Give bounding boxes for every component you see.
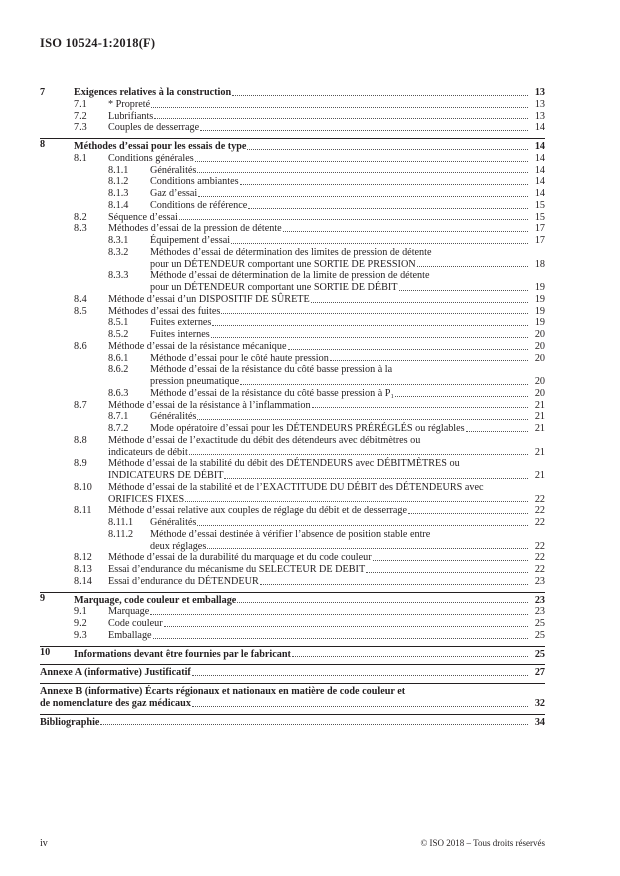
toc-entry-title: de nomenclature des gaz médicaux xyxy=(40,697,191,709)
dot-leader xyxy=(195,161,528,162)
toc-entry-title: Lubrifiants xyxy=(108,110,154,122)
toc-entry-number: 8.3.1 xyxy=(108,235,129,246)
toc-entry-title: Marquage, code couleur et emballage xyxy=(74,594,237,606)
toc-entry-title: Méthode d’essai relative aux couples de réglage du débit et de desserrage xyxy=(108,505,407,517)
page-number: iv xyxy=(40,838,48,849)
dot-leader xyxy=(240,384,528,385)
dot-leader xyxy=(207,548,528,549)
toc-entry-page: 25 xyxy=(534,618,545,629)
dot-leader xyxy=(366,572,528,573)
toc-entry-title: pour un DÉTENDEUR comportant une SORTIE DE DÉBIT xyxy=(150,282,398,293)
toc-entry-title: Essai d’endurance du DÉTENDEUR xyxy=(108,575,259,587)
toc-entry[interactable] xyxy=(40,364,545,376)
toc-entry[interactable] xyxy=(40,270,545,282)
toc-entry-title: Essai d’endurance du mécanisme du SELECTEUR DE DEBIT xyxy=(108,564,366,575)
dot-leader xyxy=(198,196,528,197)
toc-entry-title: pour un DÉTENDEUR comportant une SORTIE DE PRESSION xyxy=(150,258,416,270)
toc-entry-title: pression pneumatique xyxy=(150,376,240,387)
toc-entry-title: Annexe B (informative) Écarts régionaux et nationaux en matière de code couleur et xyxy=(40,686,406,697)
dot-leader xyxy=(311,302,528,303)
toc-entry-number: 7.1 xyxy=(74,98,87,110)
toc-entry-number: 9.1 xyxy=(74,606,87,618)
toc-entry-title: INDICATEURS DE DÉBIT xyxy=(108,470,224,481)
dot-leader xyxy=(100,724,528,725)
toc-entry[interactable] xyxy=(40,541,545,553)
dot-leader xyxy=(373,560,528,561)
toc-entry-page: 14 xyxy=(534,141,545,152)
toc-entry-title: Équipement d’essai xyxy=(150,235,231,246)
toc-entry-page: 19 xyxy=(534,317,545,329)
dot-leader xyxy=(197,419,528,420)
toc-entry-title: Méthode d’essai de la résistance mécanique xyxy=(108,340,287,352)
toc-entry-page: 22 xyxy=(534,505,545,517)
document-id: ISO 10524-1:2018(F) xyxy=(40,36,156,50)
dot-leader xyxy=(224,478,528,479)
toc-entry-number: 8.1.3 xyxy=(108,188,129,199)
toc-entry-title: Méthode d’essai d’un DISPOSITIF DE SÛRETE xyxy=(108,293,310,305)
toc-entry-number: 9.3 xyxy=(74,629,87,641)
toc-entry[interactable] xyxy=(40,400,545,412)
toc-entry[interactable] xyxy=(40,200,545,212)
toc-entry-title: Méthodes d’essai des fuites xyxy=(108,305,221,317)
toc-entry-title: Méthode d’essai de la stabilité du débit des DÉTENDEURS avec DÉBITMÈTRES ou xyxy=(108,458,460,470)
toc-entry-number: 8.2 xyxy=(74,211,87,223)
toc-entry[interactable] xyxy=(40,306,545,318)
toc-entry[interactable] xyxy=(40,111,545,123)
toc-entry-title: Gaz d’essai xyxy=(150,188,198,199)
toc-entry[interactable] xyxy=(40,470,545,482)
toc-entry-page: 13 xyxy=(534,98,545,110)
toc-entry[interactable] xyxy=(40,552,545,564)
toc-entry-title: Méthode d’essai de l’exactitude du débit des détendeurs avec débitmètres ou xyxy=(108,434,421,446)
toc-entry-page: 22 xyxy=(534,493,545,505)
toc-entry-number: 8.3.2 xyxy=(108,246,129,258)
toc-entry-title: * Propreté xyxy=(108,98,151,110)
toc-entry-page: 18 xyxy=(534,258,545,270)
toc-entry[interactable] xyxy=(40,99,545,111)
toc-entry-title: Généralités xyxy=(150,411,197,423)
toc-entry-page: 20 xyxy=(534,340,545,352)
toc-entry-number: 8 xyxy=(40,139,46,150)
toc-entry-number: 8.7 xyxy=(74,399,87,411)
dot-leader xyxy=(192,675,528,676)
toc-entry-page: 23 xyxy=(534,594,545,606)
toc-entry[interactable] xyxy=(40,329,545,341)
toc-entry[interactable] xyxy=(40,529,545,541)
toc-entry-title: Méthode d’essai pour le côté haute pression xyxy=(150,352,329,364)
toc-entry-title: Généralités xyxy=(150,517,197,528)
toc-entry-page: 17 xyxy=(534,223,545,235)
toc-entry[interactable] xyxy=(40,447,545,459)
toc-entry-number: 8.5 xyxy=(74,305,87,317)
dot-leader xyxy=(237,602,528,603)
toc-entry[interactable] xyxy=(40,259,545,271)
toc-entry-title: Méthode d’essai de la résistance du côté basse pression à la xyxy=(150,364,393,376)
toc-entry-number: 8.1 xyxy=(74,152,87,164)
toc-entry-page: 14 xyxy=(534,152,545,164)
dot-leader xyxy=(192,706,528,707)
toc-entry-title: Code couleur xyxy=(108,618,163,629)
dot-leader xyxy=(164,626,528,627)
toc-entry[interactable] xyxy=(40,714,545,729)
toc-entry-title: indicateurs de débit xyxy=(108,446,188,458)
dot-leader xyxy=(408,513,528,514)
toc-entry-title: ORIFICES FIXES xyxy=(108,493,185,505)
toc-entry[interactable] xyxy=(40,138,545,153)
toc-entry[interactable] xyxy=(40,564,545,576)
toc-entry[interactable] xyxy=(40,576,545,588)
toc-entry-page: 27 xyxy=(534,667,545,679)
toc-entry-number: 10 xyxy=(40,646,51,658)
toc-entry[interactable] xyxy=(40,235,545,247)
toc-entry-page: 13 xyxy=(534,87,545,98)
toc-entry[interactable] xyxy=(40,247,545,259)
toc-entry-number: 8.5.2 xyxy=(108,329,129,340)
toc-entry-title: Informations devant être fournies par le fabricant xyxy=(74,648,291,660)
dot-leader xyxy=(288,349,529,350)
toc-entry-page: 14 xyxy=(534,122,545,134)
toc-entry-title: Conditions générales xyxy=(108,152,194,164)
toc-entry-number: 8.11 xyxy=(74,505,92,517)
toc-entry-number: 8.1.4 xyxy=(108,199,129,211)
toc-entry-number: 7.2 xyxy=(74,110,87,122)
table-of-contents xyxy=(40,87,545,728)
toc-entry[interactable] xyxy=(40,482,545,494)
toc-entry-page: 14 xyxy=(534,188,545,199)
toc-entry[interactable] xyxy=(40,388,545,400)
toc-entry-page: 20 xyxy=(534,387,545,399)
toc-entry-number: 8.6.2 xyxy=(108,364,129,376)
toc-entry-number: 8.1.1 xyxy=(108,164,129,176)
dot-leader xyxy=(399,290,528,291)
dot-leader xyxy=(197,172,528,173)
toc-entry-number: 8.8 xyxy=(74,434,87,446)
dot-leader xyxy=(312,407,528,408)
toc-entry-page: 20 xyxy=(534,329,545,340)
dot-leader xyxy=(232,95,528,96)
toc-entry-page: 19 xyxy=(534,282,545,293)
toc-entry-number: 8.12 xyxy=(74,552,92,564)
toc-entry-page: 21 xyxy=(534,446,545,458)
toc-entry[interactable] xyxy=(40,188,545,200)
toc-entry-title: Marquage xyxy=(108,606,150,618)
toc-entry-number: 7 xyxy=(40,87,46,98)
dot-leader xyxy=(179,219,528,220)
toc-entry-page: 20 xyxy=(534,376,545,387)
toc-entry-title: Couples de desserrage xyxy=(108,122,200,134)
toc-entry-page: 23 xyxy=(534,606,545,618)
toc-entry[interactable] xyxy=(40,165,545,177)
toc-entry-page: 15 xyxy=(534,199,545,211)
dot-leader xyxy=(466,431,528,432)
toc-entry[interactable] xyxy=(40,176,545,188)
toc-entry[interactable] xyxy=(40,606,545,618)
toc-entry-title: Méthode d’essai de la résistance à l’inflammation xyxy=(108,399,311,411)
dot-leader xyxy=(395,396,528,397)
toc-entry-page: 21 xyxy=(534,399,545,411)
toc-entry[interactable] xyxy=(40,341,545,353)
toc-entry-title: Conditions ambiantes xyxy=(150,176,239,188)
toc-entry-number: 8.10 xyxy=(74,481,92,493)
dot-leader xyxy=(260,584,528,585)
dot-leader xyxy=(212,325,528,326)
toc-entry[interactable] xyxy=(40,435,545,447)
toc-entry-page: 22 xyxy=(534,517,545,528)
dot-leader xyxy=(154,118,528,119)
toc-entry[interactable] xyxy=(40,122,545,134)
toc-entry-number: 8.11.1 xyxy=(108,517,134,528)
toc-entry-page: 15 xyxy=(534,211,545,223)
toc-entry-title: Méthodes d’essai pour les essais de type xyxy=(74,141,247,152)
toc-entry[interactable] xyxy=(40,294,545,306)
dot-leader xyxy=(292,656,528,657)
dot-leader xyxy=(248,208,528,209)
toc-entry-page: 22 xyxy=(534,540,545,552)
toc-entry-number: 8.4 xyxy=(74,293,87,305)
toc-entry[interactable] xyxy=(40,592,545,607)
toc-entry-title: Méthode d’essai de la durabilité du marquage et du code couleur xyxy=(108,552,372,564)
copyright-notice: © ISO 2018 – Tous droits réservés xyxy=(420,838,545,848)
toc-entry[interactable] xyxy=(40,458,545,470)
toc-entry-title: Méthodes d’essai de la pression de détente xyxy=(108,223,282,235)
toc-entry-title: Fuites internes xyxy=(150,329,210,340)
toc-entry[interactable] xyxy=(40,664,545,679)
toc-entry-title: deux réglages xyxy=(150,540,207,552)
toc-entry-title: Séquence d’essai xyxy=(108,211,178,223)
toc-entry-number: 8.6.3 xyxy=(108,387,129,399)
dot-leader xyxy=(189,454,528,455)
dot-leader xyxy=(150,614,528,615)
toc-entry-title: Méthode d’essai de la résistance du côté basse pression à P₁ xyxy=(150,387,395,399)
toc-entry-title: Méthode d’essai destinée à vérifier l’absence de position stable entre xyxy=(150,528,431,540)
toc-entry-page: 22 xyxy=(534,552,545,564)
dot-leader xyxy=(221,313,528,314)
toc-entry-page: 19 xyxy=(534,305,545,317)
toc-entry-page: 21 xyxy=(534,411,545,423)
toc-entry[interactable] xyxy=(40,212,545,224)
toc-entry[interactable] xyxy=(40,494,545,506)
toc-entry-number: 8.13 xyxy=(74,564,92,575)
toc-entry-number: 8.5.1 xyxy=(108,317,129,329)
toc-entry[interactable] xyxy=(40,517,545,529)
toc-entry-title: Méthode d’essai de détermination de la limite de pression de détente xyxy=(150,270,430,282)
toc-entry-title: Fuites externes xyxy=(150,317,212,329)
dot-leader xyxy=(200,130,528,131)
dot-leader xyxy=(417,266,528,267)
toc-entry[interactable] xyxy=(40,282,545,294)
toc-entry-number: 8.3.3 xyxy=(108,270,129,282)
dot-leader xyxy=(231,243,528,244)
dot-leader xyxy=(283,231,528,232)
toc-entry-page: 14 xyxy=(534,164,545,176)
toc-entry[interactable] xyxy=(40,618,545,630)
toc-entry-number: 8.14 xyxy=(74,575,92,587)
toc-entry[interactable] xyxy=(40,153,545,165)
toc-entry-number: 9 xyxy=(40,592,46,604)
toc-entry-number: 8.9 xyxy=(74,458,87,470)
toc-entry-number: 8.11.2 xyxy=(108,528,134,540)
toc-entry-page: 23 xyxy=(534,575,545,587)
toc-entry[interactable] xyxy=(40,646,545,661)
toc-entry-page: 22 xyxy=(534,564,545,575)
toc-entry-title: Exigences relatives à la construction xyxy=(74,87,232,98)
toc-entry-title: Méthode d’essai de la stabilité et de l’EXACTITUDE DU DÉBIT des DÉTENDEURS avec xyxy=(108,481,484,493)
toc-entry-page: 20 xyxy=(534,352,545,364)
toc-entry-number: 8.7.2 xyxy=(108,423,129,434)
toc-entry-page: 25 xyxy=(534,648,545,660)
toc-entry[interactable] xyxy=(40,353,545,365)
toc-entry-title: Emballage xyxy=(108,629,152,641)
toc-entry-title: Méthodes d’essai de détermination des limites de pression de détente xyxy=(150,246,432,258)
toc-entry-number: 8.1.2 xyxy=(108,176,129,188)
toc-entry[interactable] xyxy=(40,87,545,99)
toc-entry-title: Bibliographie xyxy=(40,716,100,728)
toc-entry-number: 7.3 xyxy=(74,122,87,134)
toc-entry-page: 32 xyxy=(534,697,545,709)
toc-entry-title: Mode opératoire d’essai pour les DÉTENDEURS PRÉRÉGLÉS ou réglables xyxy=(150,423,465,434)
toc-entry[interactable] xyxy=(40,683,545,698)
toc-entry-page: 34 xyxy=(534,716,545,728)
dot-leader xyxy=(247,149,528,150)
toc-entry-number: 8.3 xyxy=(74,223,87,235)
toc-entry[interactable] xyxy=(40,376,545,388)
toc-entry-page: 13 xyxy=(534,110,545,122)
dot-leader xyxy=(185,501,528,502)
dot-leader xyxy=(197,525,528,526)
toc-entry-page: 19 xyxy=(534,293,545,305)
dot-leader xyxy=(211,337,528,338)
toc-entry-page: 25 xyxy=(534,629,545,641)
dot-leader xyxy=(240,184,528,185)
toc-entry-page: 14 xyxy=(534,176,545,188)
dot-leader xyxy=(153,638,528,639)
toc-entry[interactable] xyxy=(40,223,545,235)
toc-entry-number: 8.6.1 xyxy=(108,352,129,364)
toc-entry[interactable] xyxy=(40,505,545,517)
toc-entry-page: 21 xyxy=(534,470,545,481)
toc-entry[interactable] xyxy=(40,698,545,710)
toc-entry-number: 8.6 xyxy=(74,340,87,352)
toc-entry[interactable] xyxy=(40,411,545,423)
toc-entry-title: Annexe A (informative) Justificatif xyxy=(40,667,191,679)
dot-leader xyxy=(330,360,528,361)
toc-entry-page: 17 xyxy=(534,235,545,246)
toc-entry[interactable] xyxy=(40,630,545,642)
toc-entry-page: 21 xyxy=(534,423,545,434)
toc-entry[interactable] xyxy=(40,423,545,435)
toc-entry[interactable] xyxy=(40,317,545,329)
toc-entry-number: 9.2 xyxy=(74,618,87,629)
toc-entry-number: 8.7.1 xyxy=(108,411,129,423)
toc-entry-title: Généralités xyxy=(150,164,197,176)
dot-leader xyxy=(151,107,528,108)
toc-entry-title: Conditions de référence xyxy=(150,199,248,211)
